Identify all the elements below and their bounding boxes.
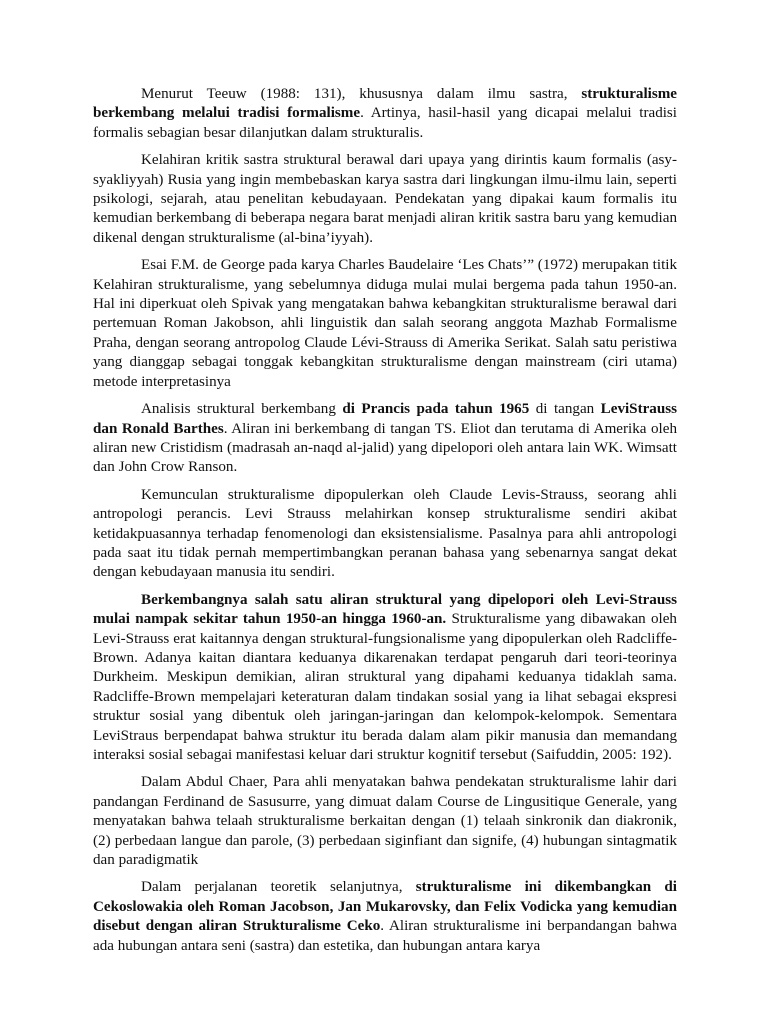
text-run: Menurut Teeuw (1988: 131), khususnya dalam ilmu sastra, xyxy=(141,86,582,102)
paragraph-kelahiran-kritik xyxy=(93,151,677,248)
paragraph-perjalanan-teoretik xyxy=(93,878,677,956)
text-run: Esai F.M. de George pada karya Charles Baudelaire ‘Les Chats’” (1972) merupakan titik Kelahiran strukturalisme, yang sebelumnya diduga mulai mulai bergema pada tahun 1950-an. Hal ini diperkuat oleh Spivak yang mengatakan bahwa kebangkitan strukturalisme berawal dari pertemuan Roman Jakobson, ahli linguistik dan salah seorang anggota Mazhab Formalisme Praha, dengan seorang antropolog Claude Lévi-Strauss di Amerika Serikat. Salah satu peristiwa yang dianggap sebagai tonggak kebangkitan strukturalisme dengan mainstream (ciri utama) metode interpretasinya xyxy=(93,257,677,390)
paragraph-teeuw xyxy=(93,85,677,143)
text-run: Dalam Abdul Chaer, Para ahli menyatakan bahwa pendekatan strukturalisme lahir dari pandangan Ferdinand de Sasusurre, yang dimuat dalam Course de Lingusitique Generale, yang menyatakan bahwa telaah strukturalisme berkaitan dengan (1) telaah sinkronik dan diakronik, (2) perbedaan langue dan parole, (3) perbedaan siginfiant dan signife, (4) hubungan sintagmatik dan paradigmatik xyxy=(93,774,677,869)
text-run: Kemunculan strukturalisme dipopulerkan oleh Claude Levis-Strauss, seorang ahli antropologi perancis. Levi Strauss melahirkan konsep strukturalisme sendiri akibat ketidakpuasannya terhadap fenomenologi dan eksistensialisme. Pasalnya para ahli antropologi pada saat itu tidak pernah mempertimbangkan peranan bahasa yang sebenarnya sangat dekat dengan kebudayaan manusia itu sendiri. xyxy=(93,486,677,581)
bold-run: strukturalisme ini dikembangkan di Cekoslowakia oleh Roman Jacobson, Jan Mukarovsky, dan Felix Vodicka yang kemudian disebut dengan aliran Strukturalisme Ceko xyxy=(93,879,677,935)
text-run: Strukturalisme yang dibawakan oleh Levi-Strauss erat kaitannya dengan struktural-fungsionalisme yang dipopulerkan oleh Radcliffe-Brown. Adanya kaitan diantara keduanya dikarenakan terdapat pengaruh dari teori-teorinya Durkheim. Meskipun demikian, aliran struktural yang dipahami keduanya tidaklah sama. Radcliffe-Brown mempelajari keteraturan dalam tindakan sosial yang ia lihat sebagai ekspresi struktur sosial yang dibentuk oleh jaringan-jaringan dan kelompok-kelompok. Sementara LeviStraus berpendapat bahwa struktur itu berada dalam alam pikir manusia dan memandang interaksi sosial sebagai manifestasi keluar dari struktur kognitif tersebut (Saifuddin, 2005: 192). xyxy=(93,611,677,763)
bold-run: strukturalisme berkembang melalui tradisi formalisme xyxy=(93,86,677,122)
text-run: . Aliran ini berkembang di tangan TS. Eliot dan terutama di Amerika oleh aliran new Cristidism (madrasah an-naqd al-jalid) yang dipelopori oleh antara lain WK. Wimsatt dan John Crow Ranson. xyxy=(93,420,678,476)
bold-run: LeviStrauss dan Ronald Barthes xyxy=(93,401,677,437)
text-run: Kelahiran kritik sastra struktural berawal dari upaya yang dirintis kaum formalis (asy-syakliyyah) Rusia yang ingin membebaskan karya sastra dari lingkungan ilmu-ilmu lain, seperti psikologi, sejarah, atau penelitan kebudayaan. Pendekatan yang dipakai kaum formalis itu kemudian berkembang di beberapa negara barat menjadi aliran kritik sastra baru yang kemudian dikenal dengan strukturalisme (al-bina’iyyah). xyxy=(93,152,677,246)
text-run: di tangan xyxy=(529,401,601,418)
paragraph-abdul-chaer xyxy=(93,773,677,870)
paragraph-berkembangnya xyxy=(93,591,677,766)
text-run: . Artinya, hasil-hasil yang dicapai melalui tradisi formalis sebagian besar dilanjutkan dalam strukturalis. xyxy=(93,105,678,141)
paragraph-kemunculan xyxy=(93,486,677,583)
text-run: Dalam perjalanan teoretik selanjutnya, xyxy=(141,879,416,896)
text-run: Analisis struktural berkembang xyxy=(141,401,343,418)
bold-run: Berkembangnya salah satu aliran struktural yang dipelopori oleh Levi-Strauss mulai nampak sekitar tahun 1950-an hingga 1960-an. xyxy=(93,591,677,628)
bold-run: di Prancis pada tahun 1965 xyxy=(342,401,530,418)
paragraph-esai-de-george xyxy=(93,256,677,392)
text-run: . Aliran strukturalisme ini berpandangan bahwa ada hubungan antara seni (sastra) dan estetika, dan hubungan antara karya xyxy=(93,918,677,954)
paragraph-analisis-struktural xyxy=(93,400,677,478)
